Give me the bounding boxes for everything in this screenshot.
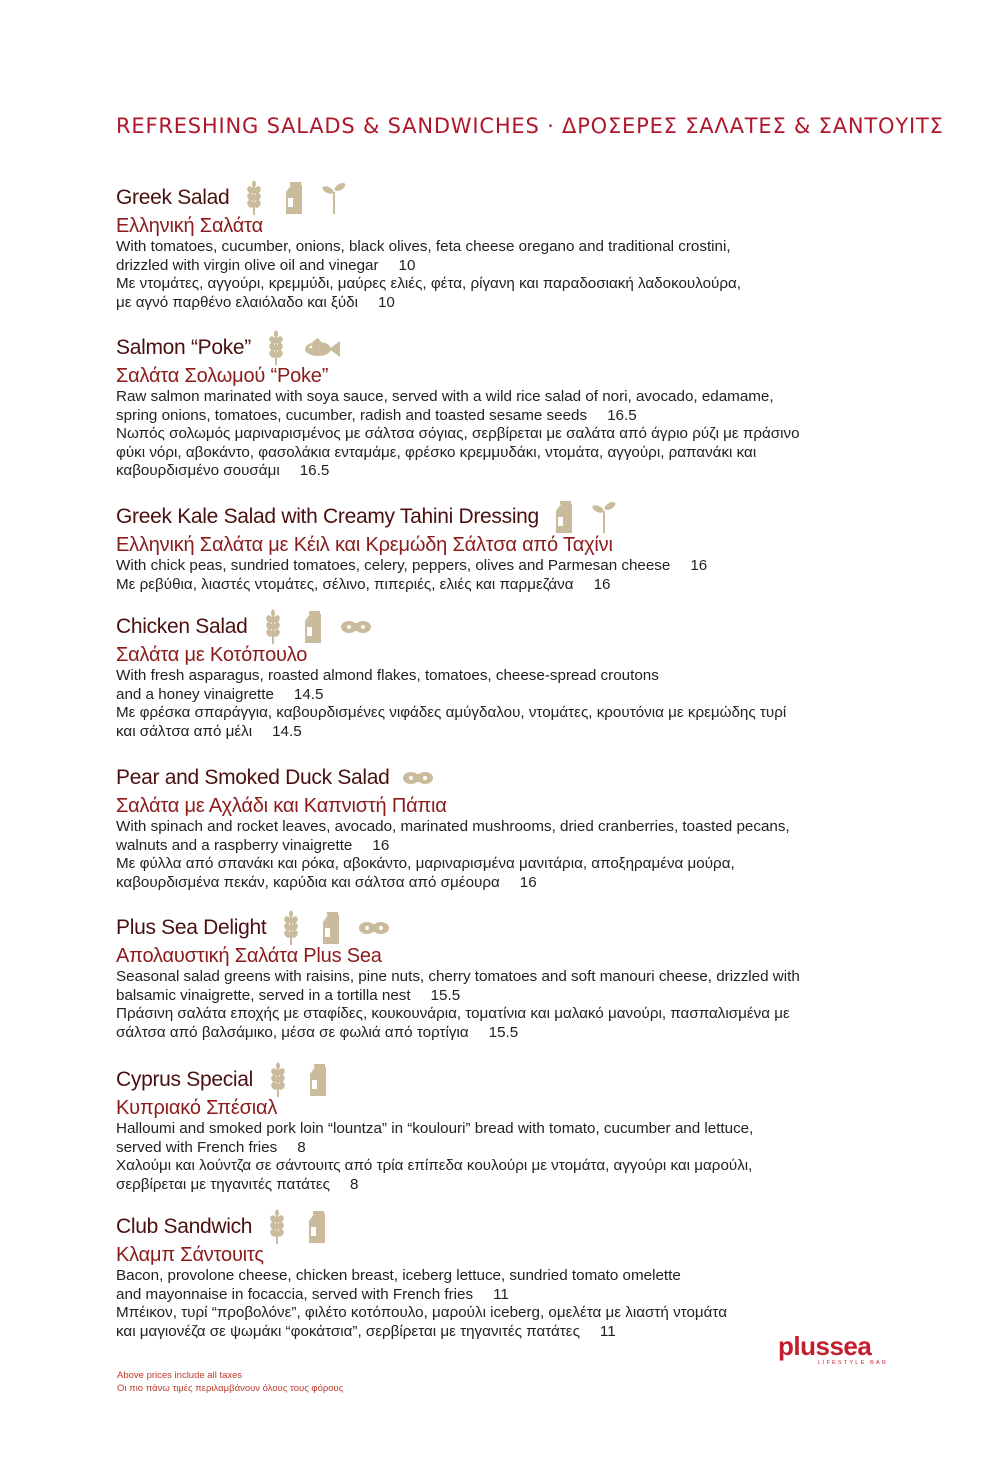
desc-line: Με φρέσκα σπαράγγια, καβουρδισμένες νιφάδες αμύγδαλου, ντομάτες, κρουτόνια με κρεμώδης τυρί	[116, 704, 787, 721]
item-title-en: Plus Sea Delight	[116, 916, 267, 939]
item-price-en: 16.5	[607, 406, 637, 424]
item-title-en: Greek Salad	[116, 186, 230, 209]
desc-line: Νωπός σολωμός μαριναρισμένος με σάλτσα σόγιας, σερβίρεται με σαλάτα από άγριο ρύζι με πράσινο	[116, 425, 800, 442]
desc-text: με αγνό παρθένο ελαιόλαδο και ξύδι	[116, 293, 358, 311]
item-price-gr: 10	[377, 293, 395, 311]
desc-line: With fresh asparagus, roasted almond flakes, tomatoes, cheese-spread croutons	[116, 667, 659, 684]
item-title-en: Pear and Smoked Duck Salad	[116, 766, 390, 789]
desc-text: balsamic vinaigrette, served in a tortilla nest	[116, 986, 411, 1004]
desc-line	[116, 987, 916, 1006]
desc-line	[116, 576, 916, 595]
menu-item	[116, 908, 916, 1042]
desc-line: Με ντομάτες, αγγούρι, κρεμμύδι, μαύρες ελιές, φέτα, ρίγανη και παραδοσιακή λαδοκουλούρα,	[116, 275, 741, 292]
item-price-en: 15.5	[430, 986, 461, 1004]
desc-line: Με φύλλα από σπανάκι και ρόκα, αβοκάντο, μαριναρισμένα μανιτάρια, αποξηραμένα μούρα,	[116, 855, 735, 872]
wheat-icon	[263, 330, 289, 366]
desc-text: καβουρδισμένο σουσάμι	[116, 462, 280, 479]
item-title-en: Salmon “Poke”	[116, 336, 251, 359]
item-price-gr: 11	[599, 1322, 616, 1340]
item-desc-en	[116, 818, 916, 855]
desc-text: καβουρδισμένα πεκάν, καρύδια και σάλτσα από σμέουρα	[116, 873, 500, 891]
desc-line	[116, 294, 916, 313]
item-desc-gr	[116, 1157, 916, 1194]
desc-line: Χαλούμι και λούντζα σε σάντουιτς από τρία επίπεδα κουλούρι με ντομάτα, αγγούρι και μαρούλι,	[116, 1157, 753, 1174]
desc-text: With chick peas, sundried tomatoes, celery, peppers, olives and Parmesan cheese	[116, 557, 671, 574]
desc-line	[116, 557, 916, 576]
item-title-gr: Σαλάτα με Αχλάδι και Καπνιστή Πάπια	[116, 795, 447, 817]
wheat-icon	[241, 180, 267, 216]
item-title-en: Greek Kale Salad with Creamy Tahini Dressing	[116, 505, 539, 528]
item-price-en: 16	[372, 836, 390, 854]
item-desc-gr	[116, 704, 916, 741]
item-desc-gr	[116, 425, 916, 481]
item-desc-gr	[116, 275, 916, 312]
menu-item	[116, 328, 916, 481]
desc-line: φύκι νόρι, αβοκάντο, φασολάκια ενταμάμε, φρέσκο κρεμμυδάκι, ντομάτα, αγγούρι, ραπανάκι και	[116, 443, 757, 461]
menu-item	[116, 1207, 916, 1341]
desc-text: spring onions, tomatoes, cucumber, radish and toasted sesame seeds	[116, 406, 588, 424]
desc-text: and mayonnaise in focaccia, served with French fries	[116, 1285, 474, 1303]
item-price-gr: 8	[350, 1175, 359, 1193]
desc-line: Bacon, provolone cheese, chicken breast, iceberg lettuce, sundried tomato omelette	[116, 1267, 681, 1284]
sprout-icon	[591, 499, 617, 535]
item-desc-en	[116, 1267, 916, 1304]
tax-note-en: Above prices include all taxes	[117, 1370, 243, 1381]
menu-item	[116, 758, 916, 892]
item-price-gr: 16	[593, 575, 611, 593]
item-title-gr: Ελληνική Σαλάτα	[116, 215, 263, 237]
item-desc-gr	[116, 576, 916, 595]
item-desc-en	[116, 388, 916, 425]
item-desc-en	[116, 1120, 916, 1157]
tax-note	[117, 1369, 343, 1395]
logo-name: plussea	[778, 1331, 872, 1361]
desc-text: drizzled with virgin olive oil and vinegar	[116, 256, 379, 274]
wheat-icon	[278, 910, 304, 946]
desc-line	[116, 686, 916, 705]
item-price-gr: 14.5	[272, 722, 302, 740]
item-title-gr: Κλαμπ Σάντουιτς	[116, 1244, 264, 1266]
menu-item	[116, 607, 916, 741]
item-title-gr: Σαλάτα με Κοτόπουλο	[116, 644, 308, 666]
plussea-logo	[778, 1333, 888, 1373]
desc-text: και σάλτσα από μέλι	[116, 722, 253, 740]
logo-tagline: LIFESTYLE BAR	[817, 1360, 888, 1366]
item-desc-en	[116, 667, 916, 704]
desc-line	[116, 407, 916, 426]
desc-line: With tomatoes, cucumber, onions, black olives, feta cheese oregano and traditional crostini,	[116, 238, 731, 255]
item-title-gr: Κυπριακό Σπέσιαλ	[116, 1097, 278, 1119]
desc-text: Με ρεβύθια, λιαστές ντομάτες, σέλινο, πιπεριές, ελιές και παρμεζάνα	[116, 575, 574, 593]
desc-text: walnuts and a raspberry vinaigrette	[116, 836, 353, 854]
desc-text: served with French fries	[116, 1138, 278, 1156]
item-price-en: 10	[398, 256, 416, 274]
item-title-en: Club Sandwich	[116, 1215, 253, 1238]
desc-line: With spinach and rocket leaves, avocado, marinated mushrooms, dried cranberries, toasted pecans,	[116, 818, 790, 835]
item-price-en: 14.5	[293, 685, 324, 703]
item-desc-en	[116, 968, 916, 1005]
item-title-gr: Απολαυστική Σαλάτα Plus Sea	[116, 945, 382, 967]
item-price-gr: 16	[519, 873, 537, 891]
desc-line	[116, 462, 916, 481]
peanut-icon	[358, 910, 390, 946]
menu-item	[116, 178, 916, 312]
milk-carton-icon	[551, 499, 577, 535]
desc-line	[116, 1024, 916, 1043]
tax-note-gr: Οι πιο πάνω τιμές περιλαμβάνουν όλους τους φόρους	[117, 1383, 344, 1394]
milk-carton-icon	[304, 1209, 330, 1245]
item-price-en: 8	[297, 1138, 306, 1156]
item-title-gr: Σαλάτα Σολωμού “Poke”	[116, 365, 329, 387]
milk-carton-icon	[305, 1062, 331, 1098]
wheat-icon	[260, 609, 286, 645]
item-desc-gr	[116, 855, 916, 892]
milk-carton-icon	[281, 180, 307, 216]
section-heading: REFRESHING SALADS & SANDWICHES · ΔΡΟΣΕΡΕΣ ΣΑΛΑΤΕΣ & ΣΑΝΤΟΥΙΤΣ	[116, 114, 944, 138]
desc-line	[116, 837, 916, 856]
wheat-icon	[264, 1209, 290, 1245]
desc-line	[116, 1286, 916, 1305]
desc-line	[116, 1176, 916, 1195]
peanut-icon	[340, 609, 372, 645]
desc-line	[116, 723, 916, 742]
item-title-en: Chicken Salad	[116, 615, 248, 638]
item-desc-gr	[116, 1005, 916, 1042]
item-price-en: 16	[690, 557, 708, 574]
item-price-gr: 15.5	[488, 1023, 519, 1041]
item-title-en: Cyprus Special	[116, 1068, 254, 1091]
menu-item	[116, 1060, 916, 1194]
desc-line	[116, 874, 916, 893]
milk-carton-icon	[318, 910, 344, 946]
desc-text: σερβίρεται με τηγανιτές πατάτες	[116, 1175, 330, 1193]
desc-line	[116, 257, 916, 276]
menu-item	[116, 497, 916, 594]
desc-line: Πράσινη σαλάτα εποχής με σταφίδες, κουκουνάρια, τοματίνια και μαλακό μανούρι, πασπαλισμένα με	[116, 1005, 790, 1022]
item-price-en: 11	[493, 1285, 509, 1303]
fish-icon	[303, 330, 341, 366]
desc-line: Raw salmon marinated with soya sauce, served with a wild rice salad of nori, avocado, edamame,	[116, 388, 774, 405]
item-desc-en	[116, 557, 916, 576]
item-desc-en	[116, 238, 916, 275]
wheat-icon	[265, 1062, 291, 1098]
item-price-gr: 16.5	[299, 462, 330, 479]
peanut-icon	[402, 760, 434, 796]
item-title-gr: Ελληνική Σαλάτα με Κέιλ και Κρεμώδη Σάλτσα από Ταχίνι	[116, 534, 613, 556]
desc-text: and a honey vinaigrette	[116, 685, 274, 703]
desc-text: σάλτσα από βαλσάμικο, μέσα σε φωλιά από τορτίγια	[116, 1023, 469, 1041]
desc-line: Seasonal salad greens with raisins, pine nuts, cherry tomatoes and soft manouri cheese, drizzled with	[116, 968, 800, 985]
desc-text: και μαγιονέζα σε ψωμάκι “φοκάτσια”, σερβίρεται με τηγανιτές πατάτες	[116, 1322, 580, 1340]
sprout-icon	[321, 180, 347, 216]
desc-line: Μπέικον, τυρί “προβολόνε”, φιλέτο κοτόπουλο, μαρούλι iceberg, ομελέτα με λιαστή ντομάτα	[116, 1304, 727, 1321]
desc-line	[116, 1139, 916, 1158]
milk-carton-icon	[300, 609, 326, 645]
desc-line: Halloumi and smoked pork loin “lountza” in “koulouri” bread with tomato, cucumber and lettuce,	[116, 1120, 754, 1137]
